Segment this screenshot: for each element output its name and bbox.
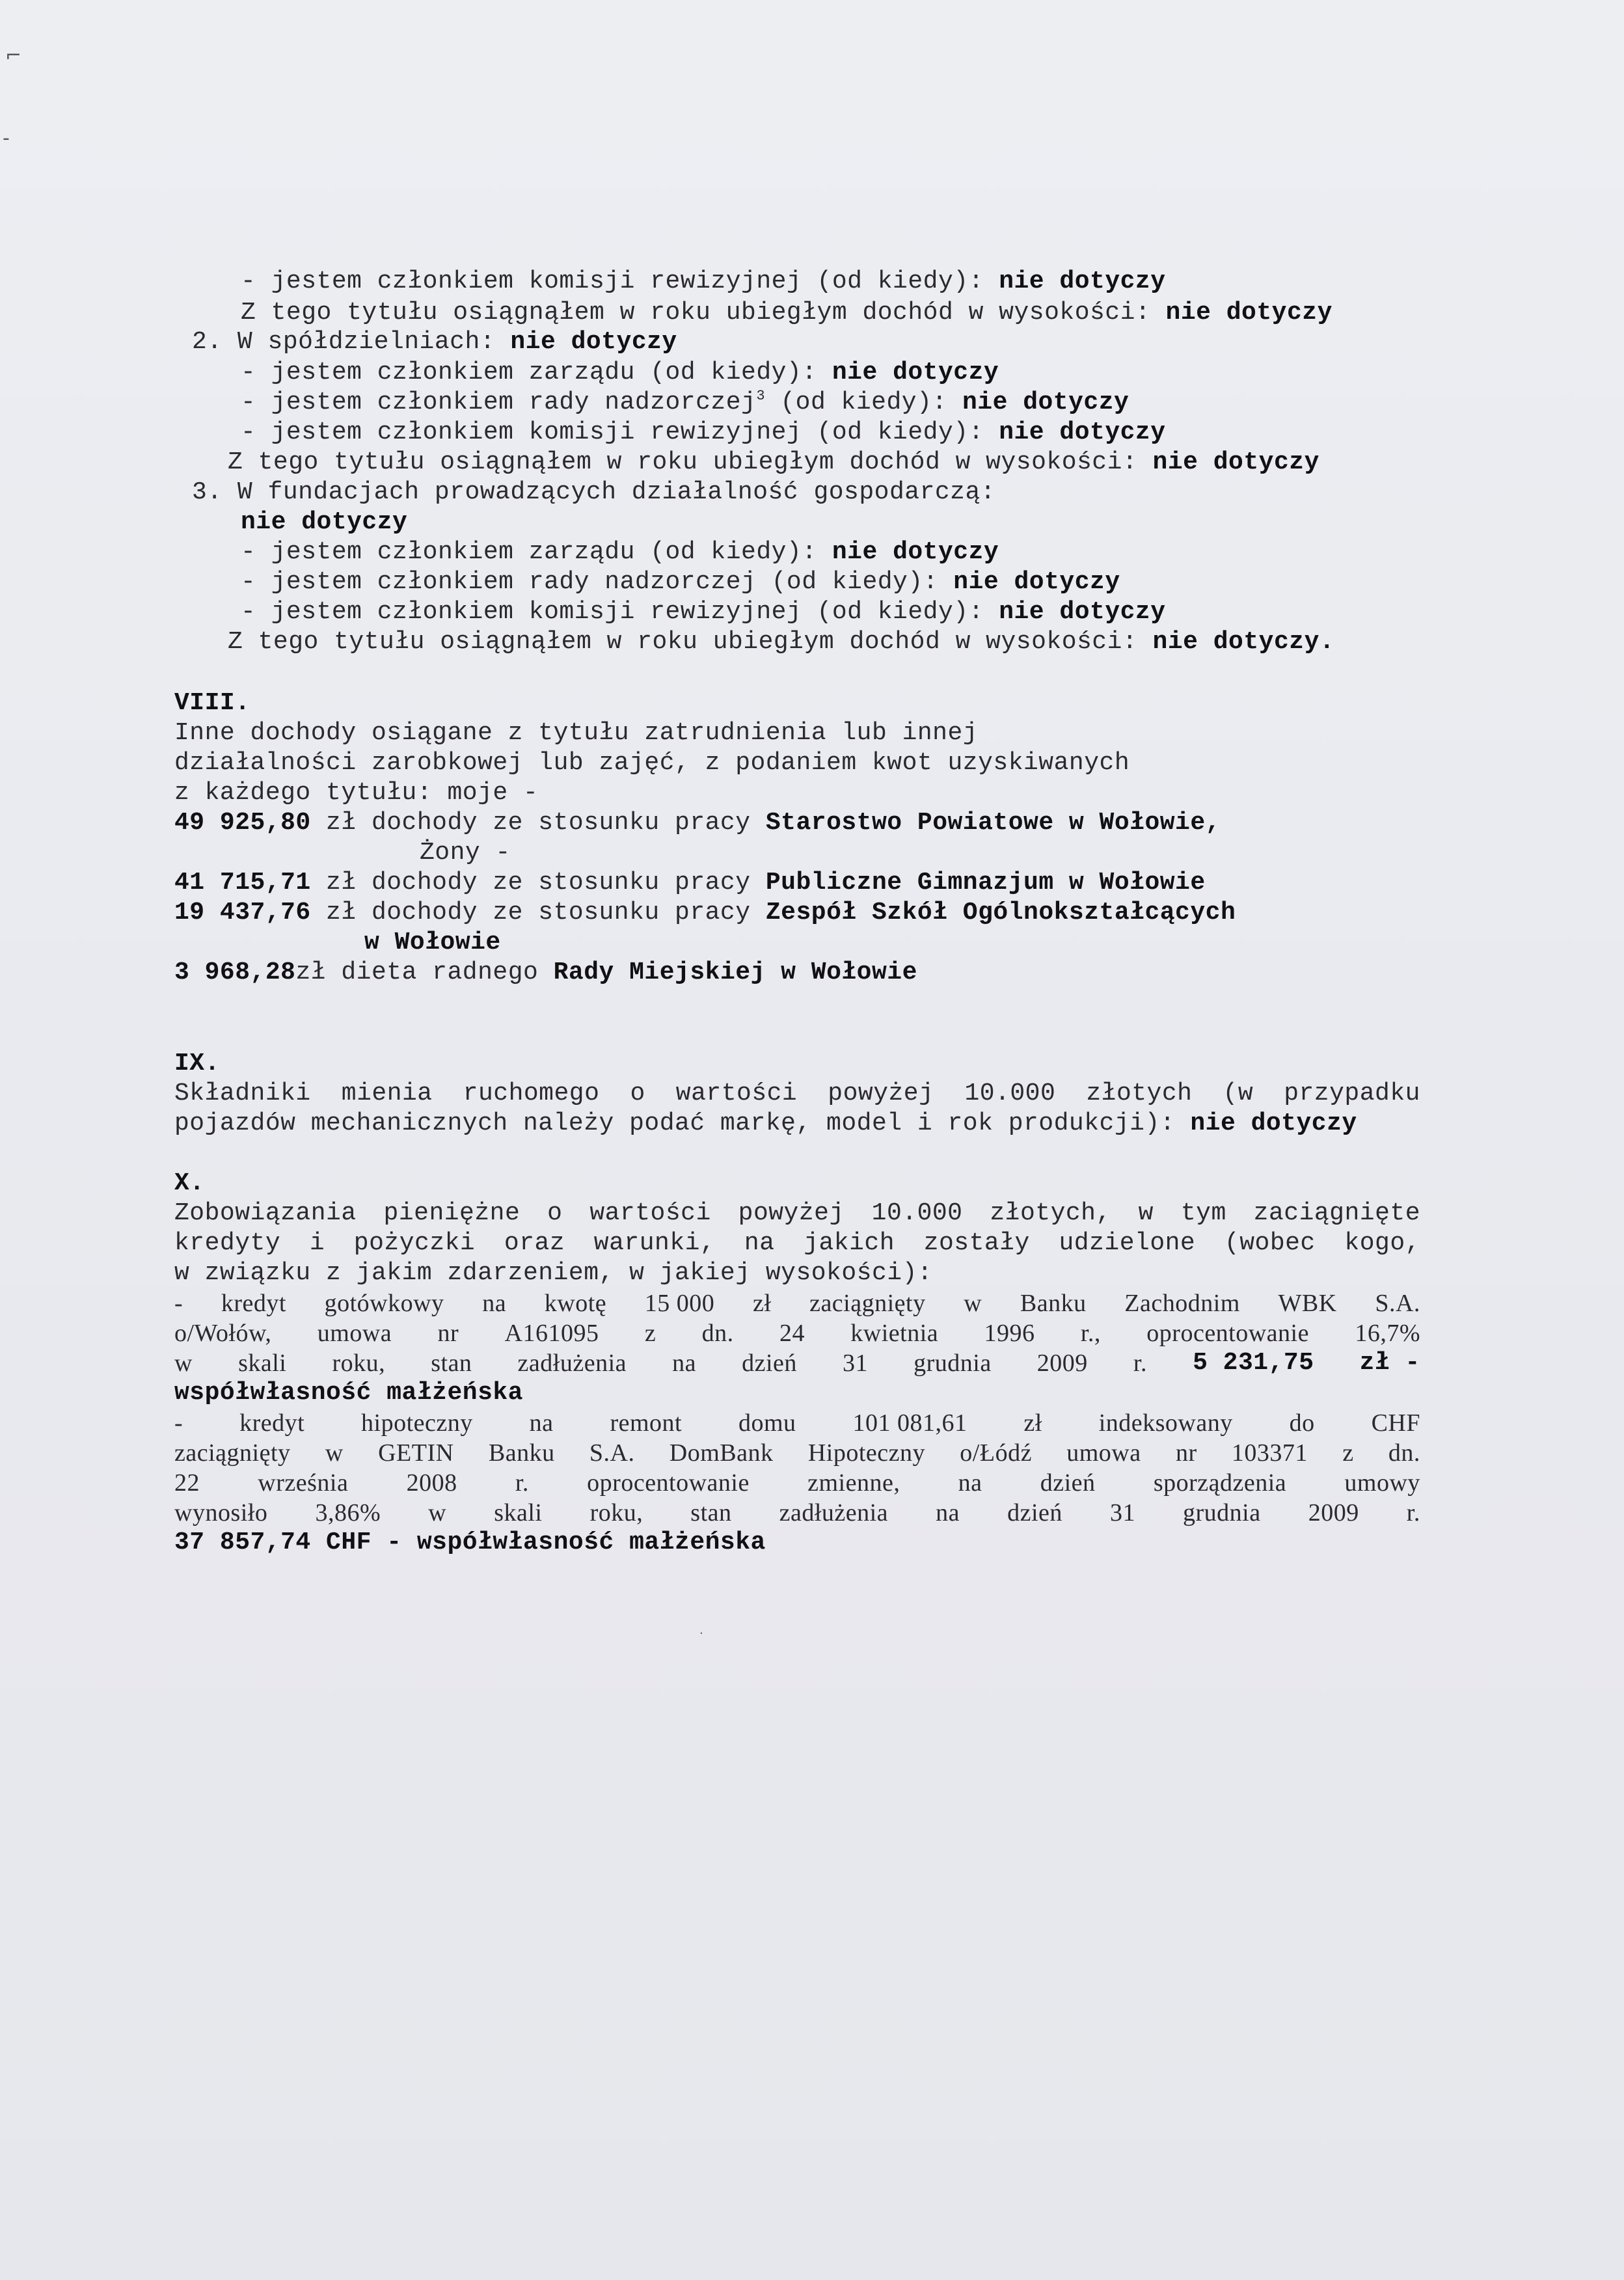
word: CHF (1371, 1409, 1420, 1437)
word: - (174, 1290, 183, 1317)
income-entry: 19 437,76 zł dochody ze stosunku pracy Zespół Szkół Ogólnokształcących (174, 899, 1236, 927)
word: stan (431, 1350, 472, 1377)
word: ruchomego (463, 1079, 600, 1107)
word: 31 (843, 1350, 868, 1377)
word: 2009 (1308, 1499, 1359, 1527)
word: na (936, 1499, 960, 1527)
scan-mark: ⌐ (5, 44, 22, 67)
word: skali (494, 1499, 543, 1527)
word: mienia (341, 1079, 433, 1107)
word: Banku (488, 1439, 555, 1467)
word: zaciągnięty (174, 1439, 291, 1467)
word: nr (437, 1320, 459, 1347)
section-heading: X. (174, 1169, 205, 1197)
word: r. (1406, 1499, 1420, 1527)
word: 22 (174, 1469, 200, 1497)
loan-text (174, 1468, 1420, 1498)
word: wartości (675, 1079, 798, 1107)
foundations-line: 3. W fundacjach prowadzących działalność gospodarczą: (192, 478, 996, 506)
membership-audit-line: - jestem członkiem komisji rewizyjnej (od kiedy): nie dotyczy (241, 418, 1166, 446)
word: A161095 (504, 1320, 599, 1347)
loan-text (174, 1288, 1420, 1318)
word: w (325, 1439, 344, 1467)
word: powyżej (828, 1079, 934, 1107)
word: S.A. (589, 1439, 635, 1467)
word: 15 000 (644, 1290, 715, 1317)
word: udzielone (1059, 1229, 1196, 1257)
word: S.A. (1375, 1290, 1420, 1317)
loan-text (174, 1498, 1420, 1528)
loan-text (174, 1348, 1420, 1378)
wife-label: Żony - (420, 839, 511, 867)
section-text-justified (174, 1199, 1420, 1228)
word: przypadku (1284, 1079, 1420, 1107)
section-text: w związku z jakim zdarzeniem, w jakiej wysokości): (174, 1259, 933, 1287)
word: zadłużenia (517, 1350, 627, 1377)
word: roku, (332, 1350, 386, 1377)
word: umowa (317, 1320, 392, 1347)
section-text: Inne dochody osiągane z tytułu zatrudnienia lub innej (174, 719, 979, 747)
word: umowy (1344, 1469, 1420, 1497)
word: do (1289, 1409, 1315, 1437)
word: DomBank (669, 1439, 774, 1467)
word: wynosiło (174, 1499, 268, 1527)
word: Zachodnim (1124, 1290, 1240, 1317)
income-entry: 49 925,80 zł dochody ze stosunku pracy Starostwo Powiatowe w Wołowie, (174, 809, 1221, 837)
income-line: Z tego tytułu osiągnąłem w roku ubiegłym dochód w wysokości: nie dotyczy. (228, 628, 1335, 656)
word: kredyty (174, 1229, 281, 1257)
word: Banku (1020, 1290, 1087, 1317)
word: o/Łódź (960, 1439, 1032, 1467)
word: 2009 (1036, 1350, 1088, 1377)
word: z (644, 1320, 656, 1347)
word: zmienne, (807, 1469, 900, 1497)
section-heading: VIII. (174, 689, 250, 717)
word: (wobec (1224, 1229, 1316, 1257)
word: o (547, 1199, 563, 1227)
word: kwietnia (850, 1320, 939, 1347)
word: na (672, 1350, 696, 1377)
word: kredyt (239, 1409, 305, 1437)
word: indeksowany (1098, 1409, 1233, 1437)
word: zł (752, 1290, 772, 1317)
word: stan (690, 1499, 732, 1527)
income-entry: 3 968,28zł dieta radnego Rady Miejskiej w Wołowie (174, 958, 917, 986)
word: pożyczki (353, 1229, 476, 1257)
membership-supervisory-line: - jestem członkiem rady nadzorczej (od kiedy): nie dotyczy (241, 568, 1120, 596)
word: kredyt (221, 1290, 286, 1317)
word: na (744, 1229, 775, 1257)
section-text: działalności zarobkowej lub zajęć, z podaniem kwot uzyskiwanych (174, 749, 1130, 777)
word: 103371 (1231, 1439, 1308, 1467)
word: WBK (1278, 1290, 1337, 1317)
word: 101 081,61 (852, 1409, 968, 1437)
foundations-answer: nie dotyczy (241, 508, 408, 536)
section-text-justified (174, 1228, 1420, 1258)
scan-speck: · (699, 1627, 703, 1640)
footnote-ref: 3 (756, 388, 766, 404)
word: domu (738, 1409, 796, 1437)
word: o/Wołów, (174, 1320, 272, 1347)
word: nr (1175, 1439, 1197, 1467)
word: o (630, 1079, 645, 1107)
cooperatives-line: 2. W spółdzielniach: nie dotyczy (192, 328, 677, 356)
word: dzień (742, 1350, 797, 1377)
word: remont (610, 1409, 683, 1437)
word: z (1342, 1439, 1354, 1467)
membership-supervisory-line: - jestem członkiem rady nadzorczej$^3$ (od kiedy): nie dotyczy (241, 388, 1130, 416)
word: grudnia (914, 1350, 992, 1377)
word: 16,7% (1355, 1320, 1420, 1347)
word: dzień (1007, 1499, 1062, 1527)
membership-audit-line: - jestem członkiem komisji rewizyjnej (od kiedy): nie dotyczy (241, 267, 1166, 295)
word: r., (1080, 1320, 1101, 1347)
income-line: Z tego tytułu osiągnąłem w roku ubiegłym dochód w wysokości: nie dotyczy (228, 448, 1320, 476)
membership-audit-line: - jestem członkiem komisji rewizyjnej (od kiedy): nie dotyczy (241, 598, 1166, 626)
membership-board-line: - jestem członkiem zarządu (od kiedy): nie dotyczy (241, 359, 999, 387)
section-text-justified (174, 1079, 1420, 1109)
word: 10.000 (964, 1079, 1056, 1107)
word: oprocentowanie (587, 1469, 750, 1497)
income-line: Z tego tytułu osiągnąłem w roku ubiegłym dochód w wysokości: nie dotyczy (241, 299, 1333, 327)
loan-balance: 37 857,74 CHF - współwłasność małżeńska (174, 1528, 766, 1556)
word: 3,86% (315, 1499, 381, 1527)
word: 10.000 (871, 1199, 963, 1227)
word: tym (1180, 1199, 1226, 1227)
word: na (958, 1469, 982, 1497)
word: gotówkowy (324, 1290, 444, 1317)
section-heading: IX. (174, 1050, 220, 1078)
word: zł (1023, 1409, 1042, 1437)
word: dzień (1040, 1469, 1096, 1497)
section-text: pojazdów mechanicznych należy podać markę, model i rok produkcji): nie dotyczy (174, 1109, 1357, 1137)
word: złotych (1086, 1079, 1193, 1107)
word: wartości (589, 1199, 711, 1227)
word: oraz (504, 1229, 565, 1257)
word: hipoteczny (361, 1409, 473, 1437)
word: w (428, 1499, 447, 1527)
co-ownership-label: współwłasność małżeńska (174, 1379, 523, 1407)
word: złotych, (990, 1199, 1111, 1227)
loan-text (174, 1438, 1420, 1468)
income-entry-continuation: w Wołowie (364, 929, 501, 957)
word: dn. (1388, 1439, 1420, 1467)
word: zaciągnięty (809, 1290, 926, 1317)
word: Zobowiązania (174, 1199, 357, 1227)
word: na (529, 1409, 554, 1437)
word: pieniężne (383, 1199, 521, 1227)
word: zadłużenia (779, 1499, 889, 1527)
scan-mark: - (3, 127, 10, 150)
section-text: z każdego tytułu: moje - (174, 779, 539, 807)
word: 31 (1109, 1499, 1135, 1527)
income-entry: 41 715,71 zł dochody ze stosunku pracy Publiczne Gimnazjum w Wołowie (174, 869, 1206, 897)
word: (w (1223, 1079, 1254, 1107)
word: Hipoteczny (807, 1439, 925, 1467)
word: - (174, 1409, 183, 1437)
word: sporządzenia (1153, 1469, 1287, 1497)
word: 2008 (406, 1469, 457, 1497)
word: powyżej (738, 1199, 845, 1227)
word: r. (1133, 1350, 1147, 1377)
word: umowa (1066, 1439, 1141, 1467)
membership-board-line: - jestem członkiem zarządu (od kiedy): nie dotyczy (241, 538, 999, 566)
word: 1996 (984, 1320, 1035, 1347)
loan-text (174, 1318, 1420, 1348)
word: kogo, (1344, 1229, 1420, 1257)
word: skali (238, 1350, 287, 1377)
word: września (258, 1469, 349, 1497)
word: roku, (589, 1499, 643, 1527)
word: w (1138, 1199, 1154, 1227)
word: 24 (779, 1320, 805, 1347)
word: na (482, 1290, 507, 1317)
loan-text (174, 1408, 1420, 1438)
word: grudnia (1183, 1499, 1261, 1527)
word: GETIN (378, 1439, 454, 1467)
word: zostały (923, 1229, 1030, 1257)
word: jakich (804, 1229, 895, 1257)
word: r. (515, 1469, 529, 1497)
word: i (309, 1229, 325, 1257)
word: warunki, (593, 1229, 716, 1257)
word: w (964, 1290, 982, 1317)
word: oprocentowanie (1146, 1320, 1309, 1347)
word: w (174, 1350, 193, 1377)
word: dn. (701, 1320, 734, 1347)
loan-currency: zł - (1359, 1349, 1420, 1377)
word: kwotę (544, 1290, 607, 1317)
loan-amount: 5 231,75 (1193, 1349, 1314, 1377)
word: zaciągnięte (1253, 1199, 1420, 1227)
word: Składniki (174, 1079, 311, 1107)
